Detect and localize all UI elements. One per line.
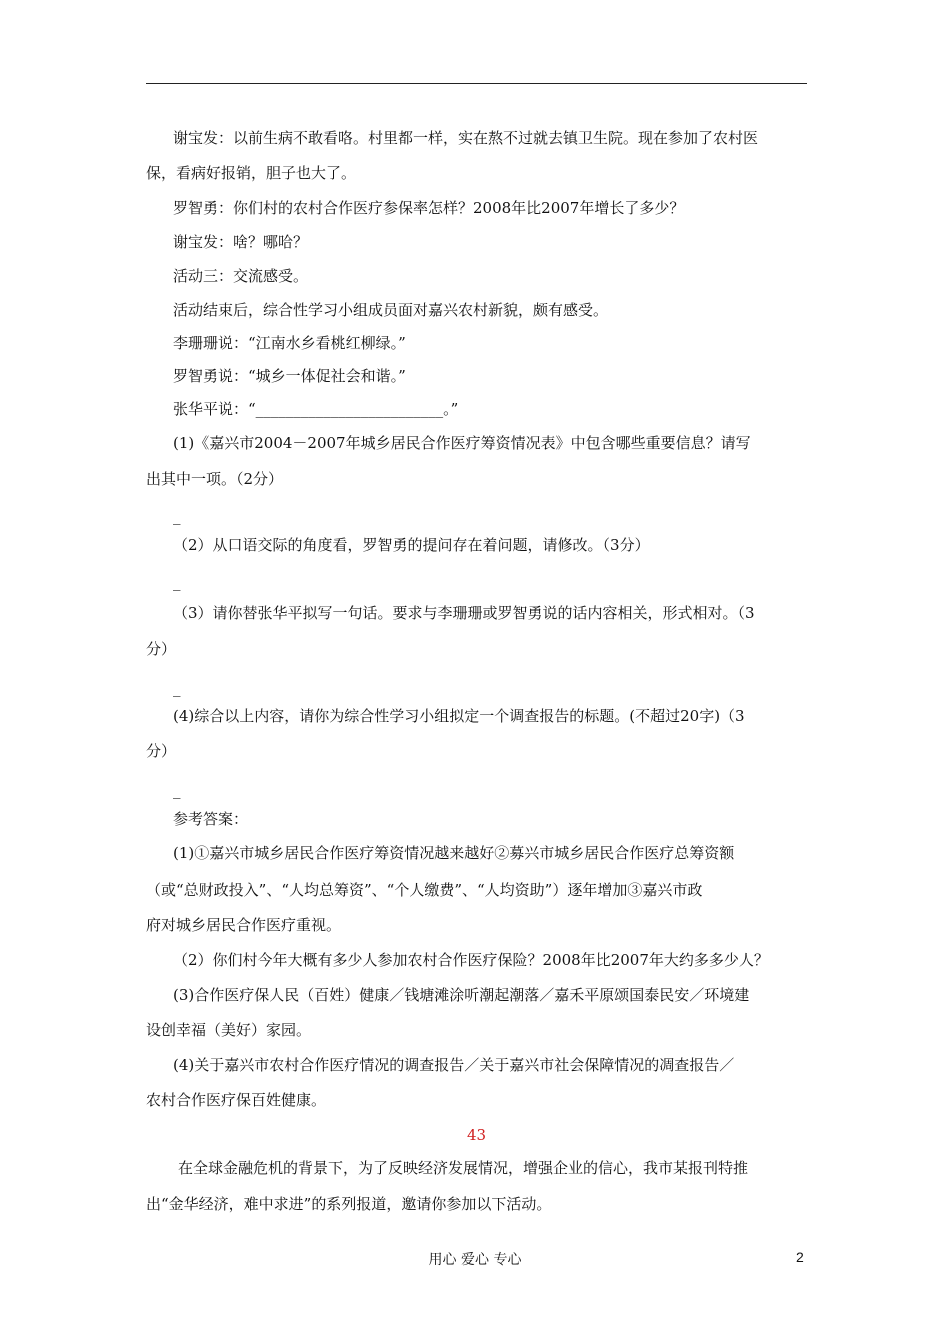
answer-line: (4)关于嘉兴市农村合作医疗情况的调查报告／关于嘉兴市社会保障情况的凋查报告／ <box>173 1056 735 1074</box>
header-rule <box>146 83 807 84</box>
answer-blank: _ <box>173 573 181 591</box>
question-line: （2）从口语交际的角度看，罗智勇的提问存在着问题，请修改。（3分） <box>173 536 650 554</box>
answer-line: (3)合作医疗保人民（百姓）健康／钱塘滩涂听潮起潮落／嘉禾平原颂国泰民安／环境建 <box>173 986 750 1004</box>
answer-blank: _ <box>173 507 181 525</box>
footer-text: 用心 爱心 专心 <box>428 1252 522 1268</box>
question-line: （3）请你替张华平拟写一句话。要求与李珊珊或罗智勇说的话内容相关，形式相对。（3 <box>173 604 755 622</box>
section-number: 43 <box>466 1126 487 1144</box>
answer-heading: 参考答案： <box>173 810 249 828</box>
paragraph-line: 在全球金融危机的背景下，为了反映经济发展情况，增强企业的信心，我市某报刊特推 <box>178 1159 749 1177</box>
paragraph-line: 李珊珊说：“江南水乡看桃红柳绿。” <box>173 334 406 352</box>
paragraph-line: 罗智勇：你们村的农村合作医疗参保率怎样？2008年比2007年增长了多少？ <box>173 199 685 217</box>
paragraph-line: 保，看病好报销，胆子也大了。 <box>146 164 357 182</box>
answer-blank: _ <box>173 679 181 697</box>
question-line: 出其中一项。（2分） <box>146 470 284 488</box>
page-number: 2 <box>796 1249 804 1265</box>
paragraph-line: 谢宝发：以前生病不敢看咯。村里都一样，实在熬不过就去镇卫生院。现在参加了农村医 <box>173 129 759 147</box>
question-line: 分） <box>146 640 177 658</box>
answer-line: 设创幸福（美好）家园。 <box>146 1021 312 1039</box>
paragraph-line: 谢宝发：啥？哪哈？ <box>173 233 309 251</box>
answer-blank: _ <box>173 781 181 799</box>
answer-line: 府对城乡居民合作医疗重视。 <box>146 916 342 934</box>
question-line: (1)《嘉兴市2004－2007年城乡居民合作医疗筹资情况表》中包含哪些重要信息？请写 <box>173 434 751 452</box>
paragraph-line: 张华平说：“_________________________。” <box>173 400 459 418</box>
question-line: (4)综合以上内容，请你为综合性学习小组拟定一个调查报告的标题。(不超过20字)（3 <box>173 707 745 725</box>
paragraph-line: 出“金华经济，难中求进”的系列报道，邀请你参加以下活动。 <box>146 1195 552 1213</box>
answer-line: （或“总财政投入”、“人均总筹资”、“个人缴费”、“人均资助”）逐年增加③嘉兴市政 <box>146 881 703 899</box>
answer-line: （2）你们村今年大概有多少人参加农村合作医疗保险？2008年比2007年大约多多少人？ <box>173 951 769 969</box>
paragraph-line: 罗智勇说：“城乡一体促社会和谐。” <box>173 367 406 385</box>
paragraph-line: 活动结束后，综合性学习小组成员面对嘉兴农村新貌，颇有感受。 <box>173 301 609 319</box>
paragraph-line: 活动三：交流感受。 <box>173 267 309 285</box>
answer-line: 农村合作医疗保百姓健康。 <box>146 1091 327 1109</box>
question-line: 分） <box>146 742 177 760</box>
answer-line: (1)①嘉兴市城乡居民合作医疗筹资情况越来越好②募兴市城乡居民合作医疗总筹资额 <box>173 844 735 862</box>
